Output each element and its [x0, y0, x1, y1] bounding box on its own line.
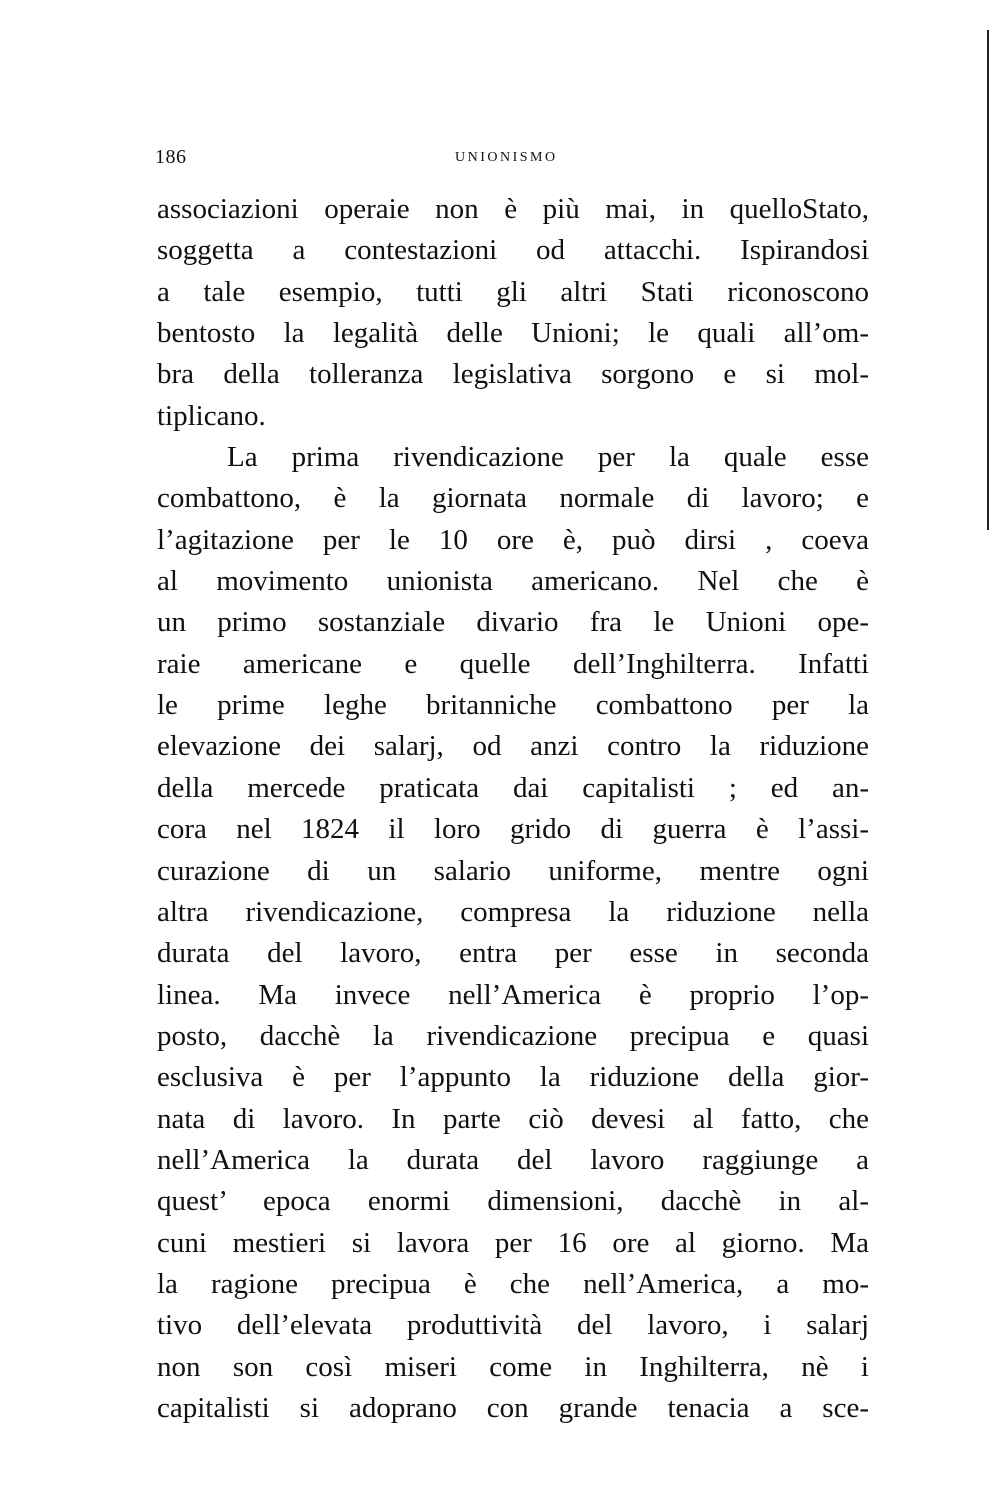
page-number: 186 — [155, 146, 187, 168]
text-line: soggetta a contestazioni od attacchi. Ispirandosi — [157, 234, 869, 267]
text-line: La prima rivendicazione per la quale esse — [227, 441, 869, 474]
text-line: cora nel 1824 il loro grido di guerra è l’assi- — [157, 813, 869, 846]
text-line: raie americane e quelle dell’Inghilterra. Infatti — [157, 647, 869, 680]
page-header — [155, 146, 870, 176]
text-line: durata del lavoro, entra per esse in seconda — [157, 937, 869, 970]
page-edge-rule — [987, 30, 989, 530]
text-line: della mercede praticata dai capitalisti ; ed an- — [157, 771, 869, 804]
text-line: non son così miseri come in Inghilterra, nè i — [157, 1350, 869, 1383]
text-line: esclusiva è per l’appunto la riduzione della gior- — [157, 1061, 869, 1094]
text-line: tiplicano. — [157, 399, 266, 432]
text-line: associazioni operaie non è più mai, in quelloStato, — [157, 193, 869, 225]
text-line: nell’America la durata del lavoro raggiunge a — [157, 1143, 869, 1176]
text-line: capitalisti si adoprano con grande tenacia a sce- — [157, 1391, 869, 1424]
text-line: bra della tolleranza legislativa sorgono e si mol- — [157, 358, 869, 391]
text-line: la ragione precipua è che nell’America, a mo- — [157, 1267, 869, 1300]
text-line: al movimento unionista americano. Nel che è — [157, 565, 869, 598]
text-line: altra rivendicazione, compresa la riduzione nella — [157, 895, 869, 928]
text-line: cuni mestieri si lavora per 16 ore al giorno. Ma — [157, 1226, 869, 1259]
text-line: linea. Ma invece nell’America è proprio l’op- — [157, 978, 869, 1011]
text-line: un primo sostanziale divario fra le Unioni ope- — [157, 606, 869, 639]
text-line: nata di lavoro. In parte ciò devesi al fatto, che — [157, 1102, 869, 1135]
text-line: posto, dacchè la rivendicazione precipua e quasi — [157, 1019, 869, 1052]
text-line: le prime leghe britanniche combattono per la — [157, 689, 869, 722]
text-line: combattono, è la giornata normale di lavoro; e — [157, 482, 869, 515]
text-line: l’agitazione per le 10 ore è, può dirsi , coeva — [157, 523, 869, 556]
text-line: a tale esempio, tutti gli altri Stati riconoscono — [157, 275, 869, 308]
text-line: elevazione dei salarj, od anzi contro la riduzione — [157, 730, 869, 763]
text-line: curazione di un salario uniforme, mentre ogni — [157, 854, 869, 887]
text-line: tivo dell’elevata produttività del lavoro, i salarj — [157, 1309, 869, 1342]
body-text — [157, 189, 869, 1429]
text-line: bentosto la legalità delle Unioni; le quali all’om- — [157, 317, 869, 350]
running-title: UNIONISMO — [455, 150, 558, 165]
text-line: quest’ epoca enormi dimensioni, dacchè in al- — [157, 1185, 869, 1218]
